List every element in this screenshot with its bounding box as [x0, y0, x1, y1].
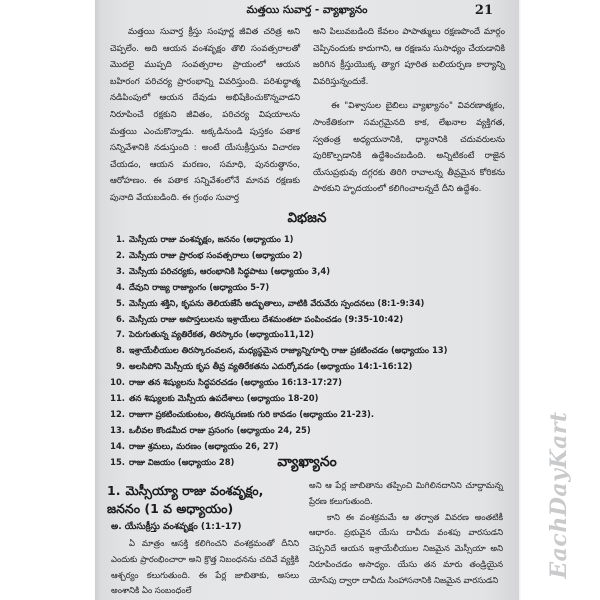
page-number: 21: [474, 3, 493, 18]
outline-item: 10. రాజు తన శిష్యులను సిద్ధపరచడం (అధ్యాయం 16:13-17:27): [110, 377, 342, 388]
intro-paragraph: ఈ "విశ్వాసుల బైబిలు వ్యాఖ్యానం" వివరణాత్మకం, సాంకేతికంగా సమగ్రమైనది కాక, లేఖనాల వ్యక్తిగత, స్వతంత్ర అధ్యయనానికి, ధ్యానానికి చదువరులను పురికొల్పడానికి ఉద్దేశించబడింది. అన్నిటికంటే రాజైన యేసుప్రభువు దగ్గరకు తిరిగి రావాలన్న తీవ్రమైన కోరికను పాఠకుని హృదయంలో కలిగించాలన్నదే దీని ఉద్దేశం.: [313, 101, 505, 195]
outline-item: 8. ఇశ్రాయేలీయుల తిరస్కారంవలన, మధ్యస్థమైన రాజ్యాన్నిగూర్చి రాజు ప్రకటించడం (అధ్యాయం 13): [115, 345, 448, 356]
commentary-paragraph: అని ఆ పేర్ల జాబితాను తప్పించి మిగిలినదానిని చూద్దామన్న ప్రేరణ కలుగుతుంది.: [309, 480, 503, 506]
outline-item: 11. తన శిష్యులకు మెస్సీయ ఉపదేశాలు (అధ్యాయం 18-20): [110, 393, 319, 404]
outline-item: 9. అలసిపోని మెస్సీయ కృప తీవ్ర వ్యతిరేకతను ఎదుర్కోవడం (అధ్యాయం 14:1-16:12): [115, 361, 413, 372]
subsection-title: యేసుక్రీస్తు వంశవృక్షం (1:1-17): [124, 522, 242, 532]
watermark-text: EachDayKart: [546, 411, 572, 579]
outline-item: 5. మెస్సీయ శక్తిని, కృపను తెలియజేసే అద్భుతాలు, వాటికి వేరువేరు స్పందనలు (8:1-9:34): [115, 297, 425, 308]
outline-item: 12. రాజుగా ప్రకటించుకుంటం, తిరస్కరణకు గురి కావడం (అధ్యాయం 21-23).: [110, 408, 375, 419]
intro-paragraph: అని పిలువబడింది కేవలం పాపాత్ములు రక్షణపొందే మార్గం చెప్పినందుకు కాదుగాని, ఆ రక్షణను సుసాధ్యం చేయడానికి జరిగిన క్రీస్తుయొక్క త్యాగ పూరిత బలియర్పణ కార్యాన్ని వివరిస్తున్నందుకే.: [313, 27, 505, 87]
outline-item: 6. మెస్సీయ రాజు అపొస్తలులను ఇశ్రాయేలు దేశమంతటా పంపించడం (9:35-10:42): [115, 313, 404, 324]
commentary-paragraph: కాని ఈ వంశక్రమమే ఆ తర్వాత వివరణ అంతటికీ ఆధారం. ప్రభువైన యేసు దావీదు వంశపు వారసుడని చెప్పనిదే ఆయన ఇశ్రాయేలీయుల నిజమైన మెస్సీయా అని నిరూపించడం అసాధ్యం. యేసు తన మారు తండ్రియైన యోసేపు ద్వారా దావీదు సింహాసనానికి నిజమైన వారసుడని: [309, 511, 503, 585]
subsection-marker: అ.: [111, 522, 122, 532]
outline-item: 14. రాజు శ్రమలు, మరణం (అధ్యాయం 26, 27): [110, 440, 279, 451]
outline-list: [107, 232, 507, 471]
outline-item: 3. మెస్సీయ పరిచర్యకు, ఆరంభానికి సిద్ధపాటు (అధ్యాయం 3,4): [115, 265, 331, 276]
outline-item: 13. ఒలీవల కొండమీద రాజు ప్రసంగం (అధ్యాయం 24, 25): [110, 424, 311, 435]
intro-paragraph: మత్తయి సువార్త క్రీస్తు సంపూర్ణ జీవిత చరిత్ర అని చెప్పలేం. అది ఆయన వంశవృక్షం తొలి సంవత్సరాలతో మొదలై ముప్పది సంవత్సరాల ప్రాయంలో ఆయన బహిరంగ పరిచర్య ప్రారంభాన్ని వివరిస్తుంది. పరిశుద్ధాత్మ నడిపింపులో ఆయన దేవుడు అభిషేకించుకొన్నవాడని నిరూపించే రక్షకుని జీవితం, పరిచర్య విషయాలను మత్తయి ఎంచుకొన్నాడు. అక్కడినుండి పుస్తకం పతాక సన్నివేశానికి నడుస్తుంది : అంటే యేసుక్రీస్తును విచారణ చేయడం, ఆయన మరణం, సమాధి, పునరుత్థానం, ఆరోహణం. ఈ పతాక సన్నివేశంలోనే మానవ రక్షణకు పునాది వేయబడింది. ఈ గ్రంథం సువార్త: [110, 27, 300, 203]
commentary-left-column: [111, 536, 299, 599]
outline-item: 4. దేవుని రాజ్య రాజ్యాంగం (అధ్యాయం 5-7): [115, 281, 270, 292]
commentary-subsection-title: [111, 522, 301, 534]
page-edge-shadow: [95, 0, 101, 600]
outline-item: 2. మెస్సీయ రాజు ప్రారంభ సంవత్సరాలు (అధ్యాయం 2): [115, 249, 303, 260]
commentary-right-column: [309, 478, 503, 589]
commentary-paragraph: ఏ మాత్రం ఆసక్తి కలిగించని వంశక్రమంతో దీనిని ఎందుకు ప్రారంభించారా అని క్రొత్త నిబంధనను చదివే వ్యక్తికి ఆశ్చర్యం కలుగుతుంది. ఈ పేర్ల జాబితాకు, అసలు అంశానికి ఏం సంబంధంలే: [111, 538, 299, 596]
outline-heading: విభజన: [287, 210, 327, 226]
outline-item: 15. రాజు విజయం (అధ్యాయం 28): [110, 456, 235, 467]
commentary-heading: వ్యాఖ్యానం: [277, 454, 337, 470]
watermark: [520, 395, 598, 595]
running-header: [95, 4, 519, 22]
intro-right-column: [313, 24, 505, 198]
section-title: మెస్సీయ్యా రాజు వంశవృక్షం, జననం (1 వ అధ్యాయం): [107, 483, 264, 516]
outline-item: 7. పెరుగుతున్న వ్యతిరేకత, తిరస్కారం (అధ్యాయం11,12): [115, 329, 314, 340]
intro-left-column: [110, 24, 300, 207]
outline-item: 1. మెస్సీయ రాజు వంశవృక్షం, జననం (అధ్యాయం 1): [115, 234, 294, 244]
commentary-section-title: [107, 482, 297, 518]
book-page: [95, 0, 519, 600]
section-number: 1.: [107, 483, 121, 498]
running-title: మత్తయి సువార్త - వ్యాఖ్యానం: [246, 4, 368, 16]
